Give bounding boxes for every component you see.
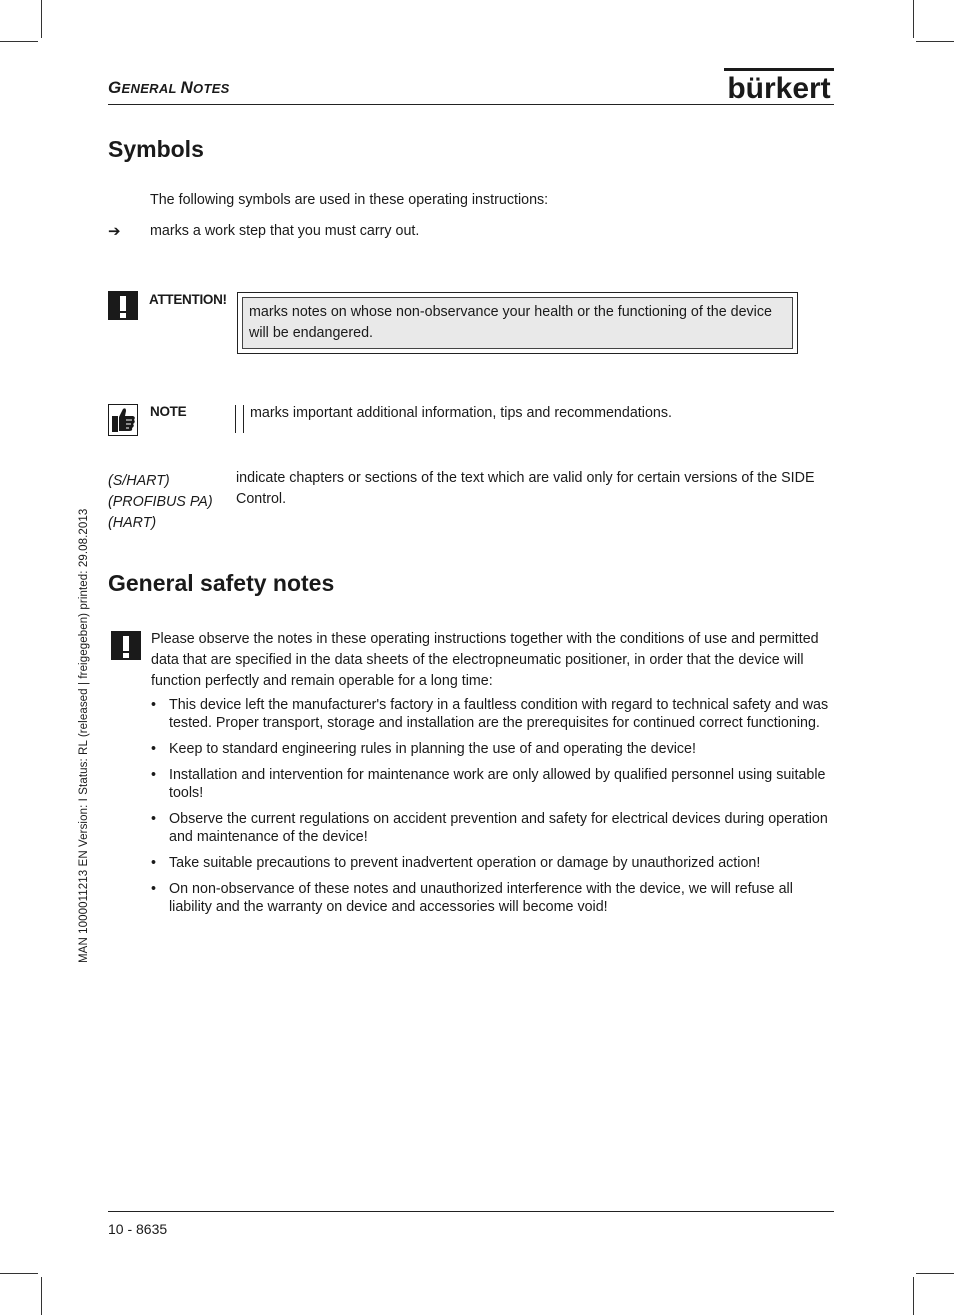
list-item: • Installation and intervention for maintenance work are only allowed by qualified personnel using suitable tools!	[151, 766, 835, 802]
document-info-sidebar: MAN 1000011213 EN Version: I Status: RL (released | freigegeben) printed: 29.08.2013	[78, 508, 90, 963]
arrow-icon: ➔	[108, 223, 121, 240]
list-item: • Take suitable precautions to prevent inadvertent operation or damage by unauthorized action!	[151, 854, 835, 872]
version-label-hart: (HART)	[108, 515, 157, 531]
crop-mark	[0, 41, 38, 42]
footer-rule	[108, 1211, 834, 1212]
crop-mark	[41, 1277, 42, 1315]
attention-label: ATTENTION!	[149, 292, 227, 307]
note-text: marks important additional information, tips and recommendations.	[250, 405, 672, 421]
header-rule	[108, 104, 834, 105]
note-hand-icon	[108, 404, 138, 436]
crop-mark	[913, 1277, 914, 1315]
attention-box	[237, 292, 798, 354]
crop-mark	[913, 0, 914, 38]
crop-mark	[41, 0, 42, 38]
crop-mark	[0, 1273, 38, 1274]
safety-exclamation-icon	[111, 631, 141, 660]
symbols-heading: Symbols	[108, 136, 204, 162]
crop-mark	[916, 41, 954, 42]
svg-text:bürkert: bürkert	[727, 72, 831, 102]
safety-heading: General safety notes	[108, 570, 335, 596]
attention-text: marks notes on whose non-observance your health or the functioning of the device will be endangered.	[242, 297, 793, 349]
list-item: • Observe the current regulations on accident prevention and safety for electrical devices during operation and maintenance of the device!	[151, 810, 835, 846]
list-item: • On non-observance of these notes and unauthorized interference with the device, we will refuse all liability and the warranty on device and accessories will become void!	[151, 880, 835, 916]
safety-bullet-list	[151, 696, 835, 924]
list-item: • Keep to standard engineering rules in planning the use of and operating the device!	[151, 740, 835, 758]
versions-description: indicate chapters or sections of the text which are valid only for certain versions of the SIDE Control.	[236, 470, 815, 507]
safety-intro: Please observe the notes in these operating instructions together with the conditions of use and permitted data that are specified in the data sheets of the electropneumatic positioner, in order that the device will function perfectly and remain operable for a long time:	[151, 631, 819, 689]
crop-mark	[916, 1273, 954, 1274]
burkert-logo	[724, 68, 834, 102]
attention-exclamation-icon	[108, 291, 138, 320]
list-item: • This device left the manufacturer's factory in a faultless condition with regard to technical safety and was tested. Proper transport, storage and installation are the prerequisites for continued correct functioning.	[151, 696, 835, 732]
symbols-intro: The following symbols are used in these operating instructions:	[150, 192, 549, 208]
note-label: NOTE	[150, 404, 187, 419]
page-number: 10 - 8635	[108, 1221, 168, 1237]
arrow-description: marks a work step that you must carry out.	[150, 223, 420, 239]
section-header-title: GENERAL NOTES	[108, 78, 230, 97]
note-bars	[235, 405, 244, 433]
version-label-shart: (S/HART)	[108, 473, 170, 489]
version-label-profibus: (PROFIBUS PA)	[108, 494, 213, 510]
